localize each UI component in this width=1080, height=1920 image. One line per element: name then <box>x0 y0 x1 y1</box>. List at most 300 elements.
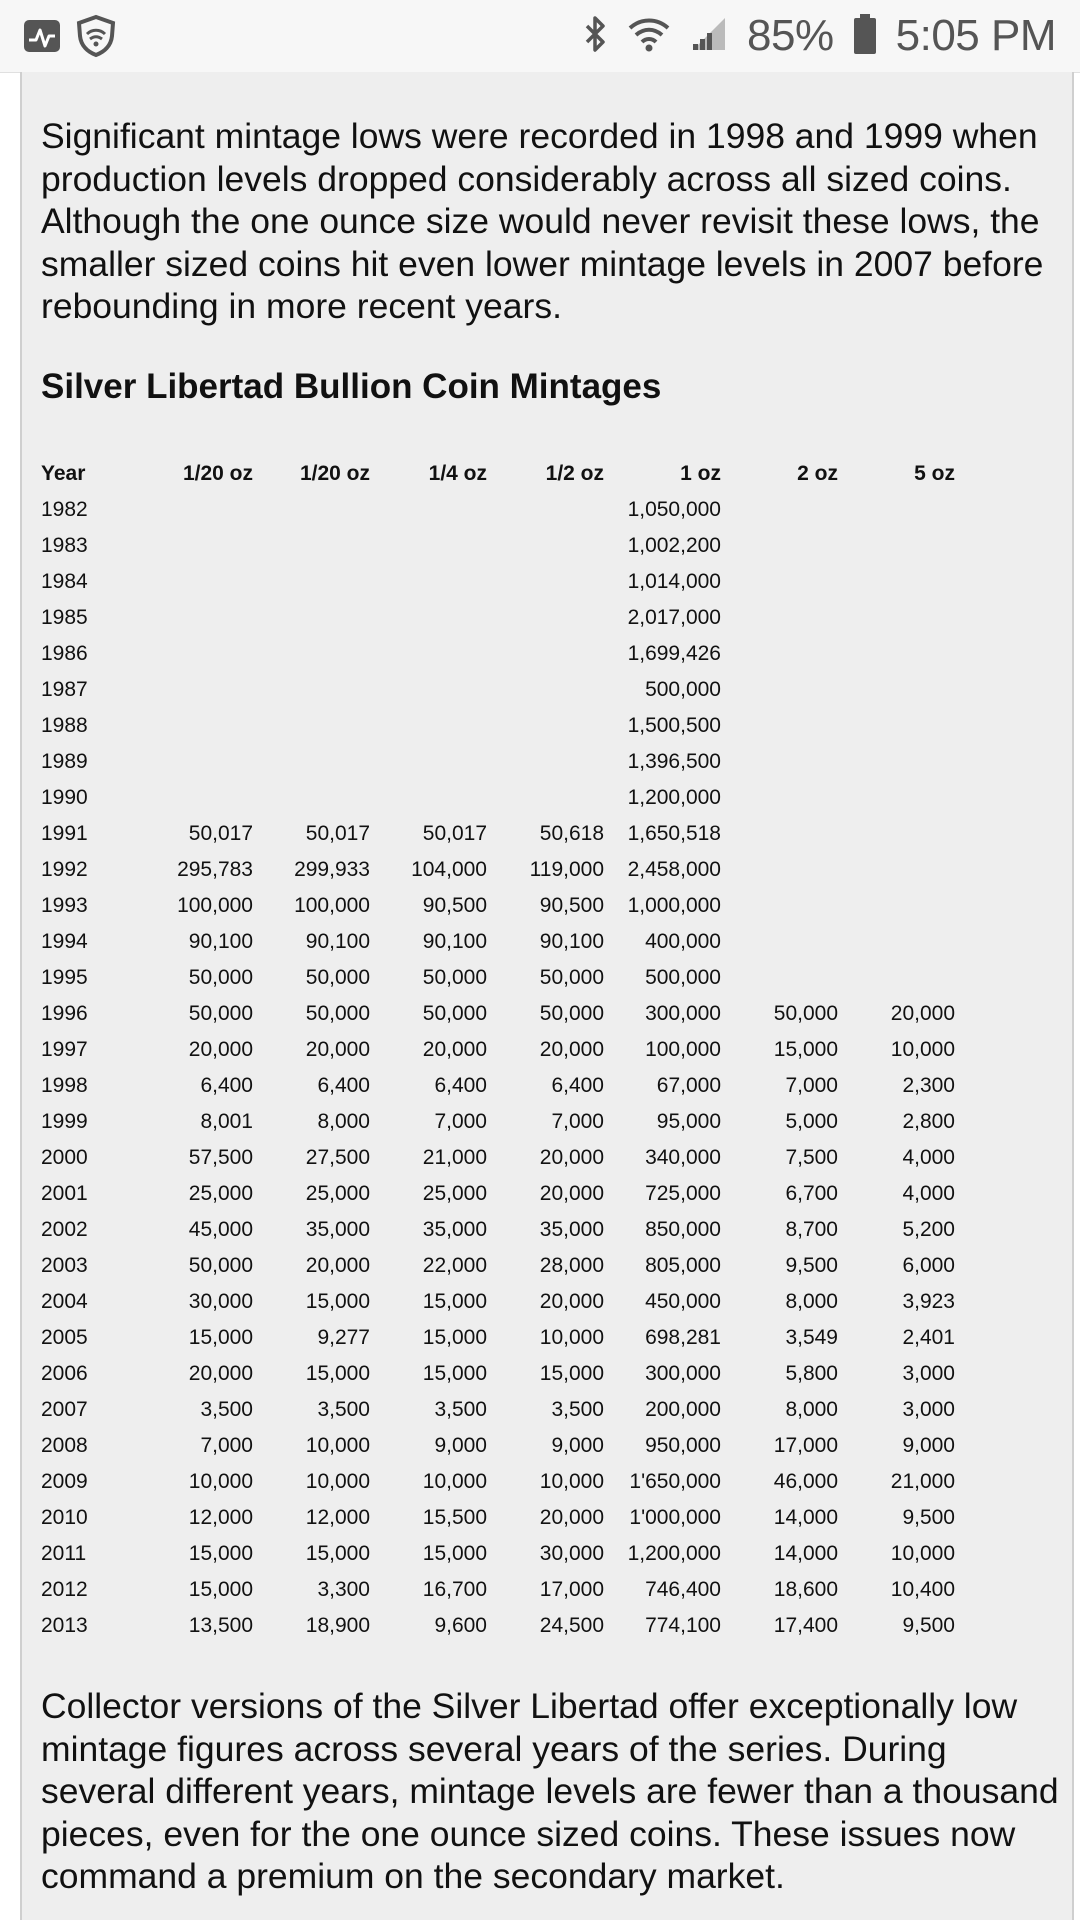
mintage-cell <box>136 672 253 708</box>
mintage-cell: 35,000 <box>422 1218 487 1241</box>
table-row <box>41 816 955 852</box>
status-bar <box>0 0 1080 73</box>
battery-icon <box>852 13 878 60</box>
table-row <box>41 636 955 672</box>
mintage-cell: 3,000 <box>902 1362 955 1385</box>
table-row <box>41 852 955 888</box>
year-cell: 1983 <box>41 534 88 557</box>
mintage-cell: 18,900 <box>305 1614 370 1637</box>
mintage-cell: 5,000 <box>785 1110 838 1133</box>
mintage-cell <box>253 492 370 528</box>
mintage-cell: 1'650,000 <box>629 1470 721 1493</box>
mintage-cell: 9,500 <box>785 1254 838 1277</box>
mintage-cell: 1,014,000 <box>627 570 721 593</box>
mintage-cell: 20,000 <box>422 1038 487 1061</box>
mintage-cell: 450,000 <box>645 1290 721 1313</box>
year-cell: 2008 <box>41 1434 88 1457</box>
mintage-cell <box>487 564 604 600</box>
mintage-cell: 3,549 <box>785 1326 838 1349</box>
mintage-cell: 8,001 <box>200 1110 253 1133</box>
year-cell: 2009 <box>41 1470 88 1493</box>
mintage-cell: 90,100 <box>539 930 604 953</box>
pulse-app-icon <box>22 16 62 61</box>
mintage-cell: 7,000 <box>434 1110 487 1133</box>
mintage-cell <box>721 528 838 564</box>
mintage-cell: 45,000 <box>188 1218 253 1241</box>
mintage-cell <box>253 564 370 600</box>
mintage-cell: 9,600 <box>434 1614 487 1637</box>
mintage-cell <box>487 744 604 780</box>
mintage-cell <box>487 780 604 816</box>
year-cell: 1998 <box>41 1074 88 1097</box>
mintage-cell: 1,002,200 <box>627 534 721 557</box>
year-cell: 1994 <box>41 930 88 953</box>
mintage-cell: 8,700 <box>785 1218 838 1241</box>
mintage-cell <box>838 888 955 924</box>
mintage-cell: 50,000 <box>188 1254 253 1277</box>
mintage-cell: 10,000 <box>890 1542 955 1565</box>
shield-app-icon <box>76 14 116 63</box>
year-cell: 1985 <box>41 606 88 629</box>
mintage-cell: 100,000 <box>177 894 253 917</box>
mintage-cell <box>721 780 838 816</box>
mintage-cell: 725,000 <box>645 1182 721 1205</box>
table-row <box>41 1608 955 1644</box>
mintage-cell: 13,500 <box>188 1614 253 1637</box>
mintage-cell: 9,500 <box>902 1506 955 1529</box>
mintage-cell <box>721 816 838 852</box>
mintage-cell: 10,000 <box>890 1038 955 1061</box>
header-1-20-oz: 1/20 oz <box>182 462 253 485</box>
mintage-cell <box>721 924 838 960</box>
mintage-cell: 1,200,000 <box>627 786 721 809</box>
mintage-cell: 24,500 <box>539 1614 604 1637</box>
mintage-cell: 16,700 <box>422 1578 487 1601</box>
year-cell: 2002 <box>41 1218 88 1241</box>
mintage-cell: 50,000 <box>305 1002 370 1025</box>
bluetooth-icon <box>581 14 609 59</box>
mintage-cell: 2,458,000 <box>627 858 721 881</box>
mintage-cell: 20,000 <box>188 1038 253 1061</box>
cell-signal-icon <box>689 14 729 59</box>
mintage-cell: 22,000 <box>422 1254 487 1277</box>
mintage-cell <box>721 744 838 780</box>
mintage-cell: 100,000 <box>294 894 370 917</box>
mintage-cell: 10,400 <box>890 1578 955 1601</box>
mintage-cell: 805,000 <box>645 1254 721 1277</box>
year-cell: 2010 <box>41 1506 88 1529</box>
mintage-cell: 9,277 <box>317 1326 370 1349</box>
mintage-cell: 9,000 <box>434 1434 487 1457</box>
status-bar-left <box>22 14 116 63</box>
mintage-cell <box>136 600 253 636</box>
mintage-cell <box>370 672 487 708</box>
mintage-cell: 9,500 <box>902 1614 955 1637</box>
mintage-cell <box>838 924 955 960</box>
mintage-cell: 1,500,500 <box>627 714 721 737</box>
mintage-cell: 20,000 <box>539 1146 604 1169</box>
mintage-cell: 6,000 <box>902 1254 955 1277</box>
mintage-cell: 2,300 <box>902 1074 955 1097</box>
mintage-cell: 774,100 <box>645 1614 721 1637</box>
mintage-cell <box>838 780 955 816</box>
mintage-cell: 90,500 <box>539 894 604 917</box>
table-row <box>41 924 955 960</box>
mintage-cell: 7,000 <box>785 1074 838 1097</box>
mintage-cell: 500,000 <box>645 678 721 701</box>
year-cell: 1996 <box>41 1002 88 1025</box>
mintage-cell <box>487 708 604 744</box>
mintage-cell: 15,000 <box>773 1038 838 1061</box>
mintage-cell <box>838 636 955 672</box>
mintage-cell <box>487 492 604 528</box>
year-cell: 2000 <box>41 1146 88 1169</box>
mintage-cell: 3,923 <box>902 1290 955 1313</box>
mintage-cell: 9,000 <box>551 1434 604 1457</box>
mintage-cell <box>136 564 253 600</box>
mintage-cell: 8,000 <box>317 1110 370 1133</box>
mintage-cell: 20,000 <box>539 1182 604 1205</box>
year-cell: 1990 <box>41 786 88 809</box>
year-cell: 2011 <box>41 1542 87 1565</box>
table-heading: Silver Libertad Bullion Coin Mintages <box>41 367 662 406</box>
mintage-cell: 1'000,000 <box>629 1506 721 1529</box>
table-row <box>41 1572 955 1608</box>
mintage-cell: 850,000 <box>645 1218 721 1241</box>
mintage-cell: 50,017 <box>305 822 370 845</box>
mintage-cell <box>253 744 370 780</box>
mintage-cell: 300,000 <box>645 1362 721 1385</box>
table-row <box>41 1140 955 1176</box>
table-row <box>41 1032 955 1068</box>
mintage-cell: 2,401 <box>902 1326 955 1349</box>
mintage-cell: 28,000 <box>539 1254 604 1277</box>
year-cell: 1997 <box>41 1038 88 1061</box>
mintage-cell: 15,000 <box>305 1542 370 1565</box>
mintage-cell <box>838 492 955 528</box>
mintage-cell: 7,000 <box>551 1110 604 1133</box>
year-cell: 2007 <box>41 1398 88 1421</box>
mintage-cell: 1,000,000 <box>627 894 721 917</box>
mintage-cell <box>838 960 955 996</box>
mintage-cell: 50,000 <box>539 1002 604 1025</box>
header-2-oz: 2 oz <box>797 462 838 485</box>
mintage-cell: 20,000 <box>539 1506 604 1529</box>
mintage-cell: 10,000 <box>305 1470 370 1493</box>
mintage-cell: 21,000 <box>422 1146 487 1169</box>
mintage-cell: 15,000 <box>422 1542 487 1565</box>
mintage-cell: 400,000 <box>645 930 721 953</box>
mintage-cell: 46,000 <box>773 1470 838 1493</box>
mintage-cell: 27,500 <box>305 1146 370 1169</box>
mintage-cell <box>721 888 838 924</box>
mintage-cell <box>370 492 487 528</box>
mintage-cell <box>721 708 838 744</box>
mintage-cell: 299,933 <box>294 858 370 881</box>
mintage-cell: 7,500 <box>785 1146 838 1169</box>
mintage-cell <box>253 636 370 672</box>
mintage-cell: 12,000 <box>188 1506 253 1529</box>
mintage-cell: 500,000 <box>645 966 721 989</box>
mintage-cell <box>838 672 955 708</box>
mintage-cell: 10,000 <box>539 1326 604 1349</box>
header-1-oz: 1 oz <box>680 462 721 485</box>
table-row <box>41 600 955 636</box>
mintage-cell <box>370 636 487 672</box>
header-1-20-oz-2: 1/20 oz <box>299 462 370 485</box>
outro-paragraph: Collector versions of the Silver Libertad offer exceptionally low mintage figures across several years of the series. During several different years, mintage levels are fewer than a thousand pieces, even for the one ounce sized coins. These issues now command a premium on the secondary market. <box>41 1686 1059 1896</box>
mintage-cell <box>136 744 253 780</box>
mintage-cell: 300,000 <box>645 1002 721 1025</box>
mintage-cell: 20,000 <box>188 1362 253 1385</box>
mintage-cell: 3,000 <box>902 1398 955 1421</box>
mintage-cell: 35,000 <box>305 1218 370 1241</box>
mintage-cell <box>136 492 253 528</box>
mintage-cell: 10,000 <box>305 1434 370 1457</box>
year-cell: 2012 <box>41 1578 88 1601</box>
wifi-icon <box>627 14 671 59</box>
mintage-cell: 20,000 <box>539 1290 604 1313</box>
mintage-cell: 30,000 <box>188 1290 253 1313</box>
mintage-cell <box>136 708 253 744</box>
mintage-cell: 30,000 <box>539 1542 604 1565</box>
mintage-cell: 15,500 <box>422 1506 487 1529</box>
year-cell: 1992 <box>41 858 88 881</box>
mintage-cell: 10,000 <box>539 1470 604 1493</box>
mintage-cell <box>838 708 955 744</box>
mintage-cell <box>838 564 955 600</box>
mintage-cell: 50,017 <box>188 822 253 845</box>
mintage-cell <box>136 636 253 672</box>
mintage-cell: 10,000 <box>422 1470 487 1493</box>
mintage-cell: 6,400 <box>317 1074 370 1097</box>
mintage-cell: 3,500 <box>200 1398 253 1421</box>
mintage-cell <box>370 564 487 600</box>
mintage-cell <box>253 672 370 708</box>
mintage-cell: 1,396,500 <box>627 750 721 773</box>
mintage-cell: 340,000 <box>645 1146 721 1169</box>
mintage-cell: 25,000 <box>422 1182 487 1205</box>
mintage-cell: 20,000 <box>305 1254 370 1277</box>
mintage-cell: 4,000 <box>902 1146 955 1169</box>
mintage-cell: 14,000 <box>773 1542 838 1565</box>
mintage-cell <box>136 528 253 564</box>
mintage-cell: 7,000 <box>200 1434 253 1457</box>
mintage-cell: 17,000 <box>539 1578 604 1601</box>
battery-percent: 85% <box>747 11 834 60</box>
year-cell: 2005 <box>41 1326 88 1349</box>
mintage-cell: 15,000 <box>422 1362 487 1385</box>
mintage-cell: 119,000 <box>529 858 604 881</box>
header-year: Year <box>41 462 86 485</box>
mintage-cell: 2,800 <box>902 1110 955 1133</box>
table-row <box>41 1392 955 1428</box>
mintage-cell: 200,000 <box>645 1398 721 1421</box>
mintage-cell: 3,500 <box>551 1398 604 1421</box>
mintage-cell: 295,783 <box>177 858 253 881</box>
table-row <box>41 960 955 996</box>
mintage-cell <box>721 852 838 888</box>
mintage-cell: 3,500 <box>317 1398 370 1421</box>
mintage-cell: 8,000 <box>785 1290 838 1313</box>
table-row <box>41 1428 955 1464</box>
mintage-cell: 18,600 <box>773 1578 838 1601</box>
mintage-cell: 104,000 <box>411 858 487 881</box>
table-row <box>41 744 955 780</box>
table-row <box>41 1464 955 1500</box>
status-bar-right <box>581 0 1056 72</box>
mintage-cell: 50,000 <box>773 1002 838 1025</box>
mintage-cell <box>253 708 370 744</box>
year-cell: 2004 <box>41 1290 88 1313</box>
mintage-cell: 50,000 <box>422 1002 487 1025</box>
year-cell: 1987 <box>41 678 88 701</box>
mintage-cell: 3,300 <box>317 1578 370 1601</box>
mintage-cell: 6,400 <box>551 1074 604 1097</box>
year-cell: 2001 <box>41 1182 88 1205</box>
mintage-cell: 100,000 <box>645 1038 721 1061</box>
mintage-cell <box>253 600 370 636</box>
header-5-oz: 5 oz <box>914 462 955 485</box>
mintage-cell: 1,650,518 <box>627 822 721 845</box>
mintage-cell: 5,200 <box>902 1218 955 1241</box>
mintage-cell: 3,500 <box>434 1398 487 1421</box>
mintage-cell: 50,017 <box>422 822 487 845</box>
mintage-cell <box>487 672 604 708</box>
mintage-cell <box>253 528 370 564</box>
mintage-cell: 698,281 <box>645 1326 721 1349</box>
table-row <box>41 1500 955 1536</box>
mintage-cell: 15,000 <box>188 1326 253 1349</box>
table-row <box>41 492 955 528</box>
mintage-cell: 6,700 <box>785 1182 838 1205</box>
mintage-cell: 50,618 <box>539 822 604 845</box>
year-cell: 1982 <box>41 498 88 521</box>
year-cell: 1991 <box>41 822 88 845</box>
table-row <box>41 1356 955 1392</box>
table-row <box>41 1212 955 1248</box>
mintage-cell <box>370 600 487 636</box>
mintage-cell <box>721 564 838 600</box>
mintage-cell <box>370 528 487 564</box>
mintage-cell: 950,000 <box>645 1434 721 1457</box>
mintage-cell: 90,100 <box>305 930 370 953</box>
mintage-cell <box>253 780 370 816</box>
mintage-cell <box>487 600 604 636</box>
mintage-cell <box>838 600 955 636</box>
mintage-cell: 50,000 <box>422 966 487 989</box>
mintage-cell <box>721 672 838 708</box>
mintage-cell: 15,000 <box>188 1542 253 1565</box>
mintage-cell <box>136 780 253 816</box>
mintage-cell <box>721 600 838 636</box>
table-row <box>41 564 955 600</box>
year-cell: 1989 <box>41 750 88 773</box>
table-row <box>41 708 955 744</box>
mintage-cell: 1,200,000 <box>627 1542 721 1565</box>
mintage-cell: 90,100 <box>422 930 487 953</box>
mintage-cell <box>721 636 838 672</box>
mintage-cell: 50,000 <box>188 1002 253 1025</box>
mintage-cell: 746,400 <box>645 1578 721 1601</box>
mintage-cell: 50,000 <box>539 966 604 989</box>
mintage-cell: 95,000 <box>656 1110 721 1133</box>
mintage-cell <box>370 744 487 780</box>
mintage-cell: 14,000 <box>773 1506 838 1529</box>
table-body <box>41 492 955 1644</box>
mintage-cell <box>721 492 838 528</box>
year-cell: 1995 <box>41 966 88 989</box>
mintage-cell: 25,000 <box>305 1182 370 1205</box>
mintage-cell: 67,000 <box>656 1074 721 1097</box>
mintage-cell: 15,000 <box>422 1290 487 1313</box>
mintage-cell: 4,000 <box>902 1182 955 1205</box>
mintage-cell: 10,000 <box>188 1470 253 1493</box>
mintage-cell <box>838 744 955 780</box>
year-cell: 1988 <box>41 714 88 737</box>
mintage-cell <box>487 528 604 564</box>
table-row <box>41 1068 955 1104</box>
table-row <box>41 1176 955 1212</box>
year-cell: 2006 <box>41 1362 88 1385</box>
mintage-cell: 20,000 <box>305 1038 370 1061</box>
mintage-cell: 20,000 <box>539 1038 604 1061</box>
table-header-row <box>41 456 955 492</box>
table-row <box>41 528 955 564</box>
year-cell: 1999 <box>41 1110 88 1133</box>
mintage-cell: 12,000 <box>305 1506 370 1529</box>
year-cell: 2003 <box>41 1254 88 1277</box>
table-row <box>41 1248 955 1284</box>
mintage-cell: 1,699,426 <box>627 642 721 665</box>
mintage-cell: 90,500 <box>422 894 487 917</box>
mintage-cell: 50,000 <box>188 966 253 989</box>
mintage-cell: 21,000 <box>890 1470 955 1493</box>
year-cell: 1984 <box>41 570 88 593</box>
mintage-cell <box>721 960 838 996</box>
mintage-cell <box>838 528 955 564</box>
table-row <box>41 1536 955 1572</box>
mintage-cell: 25,000 <box>188 1182 253 1205</box>
mintage-cell: 15,000 <box>188 1578 253 1601</box>
table-row <box>41 672 955 708</box>
mintage-cell: 1,050,000 <box>627 498 721 521</box>
table-row <box>41 1320 955 1356</box>
mintage-cell <box>370 780 487 816</box>
table-row <box>41 888 955 924</box>
mintage-cell: 15,000 <box>539 1362 604 1385</box>
mintage-cell: 6,400 <box>200 1074 253 1097</box>
mintage-cell: 35,000 <box>539 1218 604 1241</box>
mintage-cell: 15,000 <box>422 1326 487 1349</box>
clock: 5:05 PM <box>895 11 1056 60</box>
year-cell: 1993 <box>41 894 88 917</box>
table-row <box>41 996 955 1032</box>
mintage-cell: 17,000 <box>773 1434 838 1457</box>
mintage-cell: 5,800 <box>785 1362 838 1385</box>
mintage-cell: 17,400 <box>773 1614 838 1637</box>
mintage-cell <box>838 816 955 852</box>
year-cell: 1986 <box>41 642 88 665</box>
mintage-cell <box>370 708 487 744</box>
mintage-cell: 20,000 <box>890 1002 955 1025</box>
mintage-cell <box>487 636 604 672</box>
header-1-4-oz: 1/4 oz <box>428 462 487 485</box>
mintage-cell: 90,100 <box>188 930 253 953</box>
intro-paragraph: Significant mintage lows were recorded in 1998 and 1999 when production levels dropped considerably across all sized coins. Although the one ounce size would never revisit these lows, the smaller sized coins hit even lower mintage levels in 2007 before rebounding in more recent years. <box>41 116 1044 326</box>
mintage-cell: 50,000 <box>305 966 370 989</box>
table-row <box>41 1104 955 1140</box>
